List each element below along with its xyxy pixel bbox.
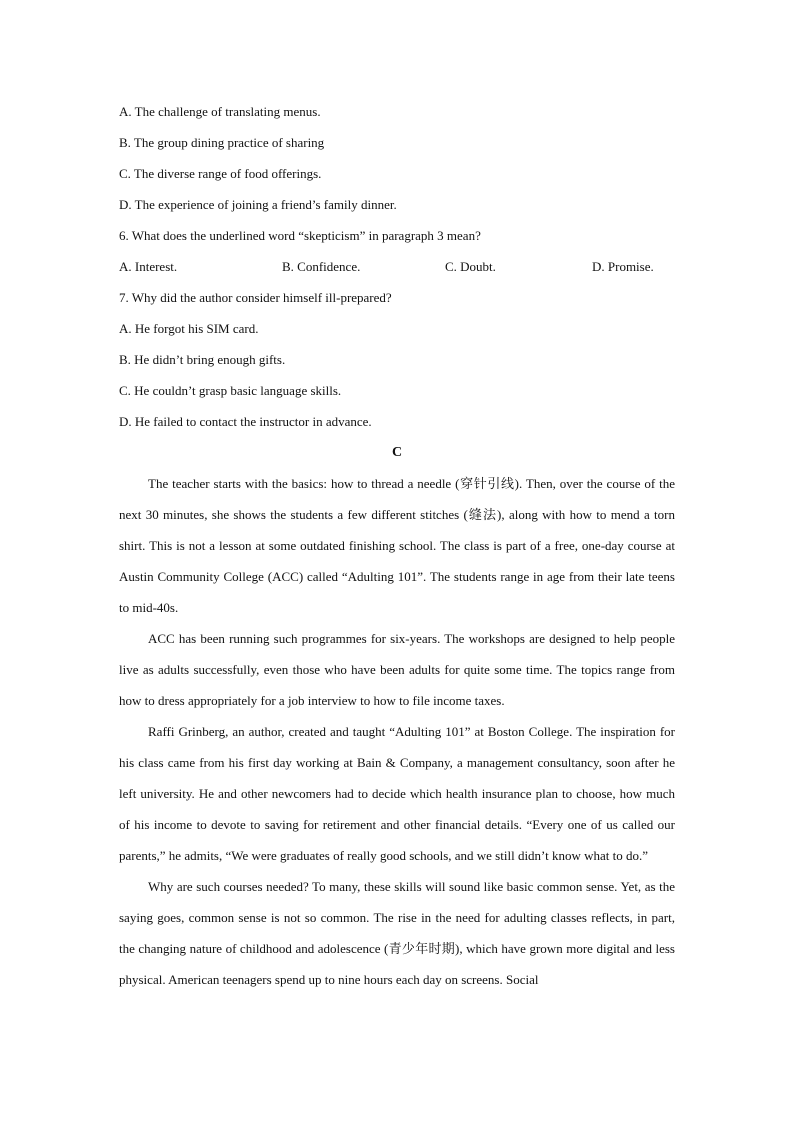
q7-option-b: B. He didn’t bring enough gifts. [119,352,286,367]
q6-stem: 6. What does the underlined word “skepticism” in paragraph 3 mean? [119,228,481,243]
q6-option-b: B. Confidence. [282,259,361,274]
paragraph-4: Why are such courses needed? To many, these skills will sound like basic common sense. Yet, as the saying goes, common sense is not so common. The rise in the need for adulting classes reflects, in part, the changing nature of childhood and adolescence (青少年时期), which have grown more digital and less physical. American teenagers spend up to nine hours each day on screens. Social [119,879,675,987]
q7-option-d: D. He failed to contact the instructor in advance. [119,414,372,429]
paragraph-2: ACC has been running such programmes for six-years. The workshops are designed to help people live as adults successfully, even those who have been adults for quite some time. The topics range from how to dress appropriately for a job interview to how to file income taxes. [119,631,675,708]
paragraph-1: The teacher starts with the basics: how to thread a needle (穿针引线). Then, over the course of the next 30 minutes, she shows the students a few different stitches (缝法), along with how to mend a torn shirt. This is not a lesson at some outdated finishing school. The class is part of a free, one-day course at Austin Community College (ACC) called “Adulting 101”. The students range in age from their late teens to mid-40s. [119,476,675,615]
q7-option-a: A. He forgot his SIM card. [119,321,259,336]
q6-option-a: A. Interest. [119,259,178,274]
section-title: C [391,445,403,460]
q5-option-c: C. The diverse range of food offerings. [119,166,322,181]
q5-option-a: A. The challenge of translating menus. [119,104,321,119]
q7-option-c: C. He couldn’t grasp basic language skills. [119,383,342,398]
q5-option-d: D. The experience of joining a friend’s family dinner. [119,197,397,212]
q6-option-c: C. Doubt. [445,259,496,274]
q6-options [119,257,675,288]
document-page [119,102,675,1001]
q7-stem: 7. Why did the author consider himself ill-prepared? [119,290,392,305]
paragraph-3: Raffi Grinberg, an author, created and taught “Adulting 101” at Boston College. The inspiration for his class came from his first day working at Bain & Company, a management consultancy, soon after he left university. He and other newcomers had to decide which health insurance plan to choose, how much of his income to devote to saving for retirement and other financial details. “Every one of us called our parents,” he admits, “We were graduates of really good schools, and we still didn’t know what to do.” [119,724,675,863]
q6-option-d: D. Promise. [592,259,654,274]
q5-option-b: B. The group dining practice of sharing [119,135,325,150]
passage [119,468,675,995]
